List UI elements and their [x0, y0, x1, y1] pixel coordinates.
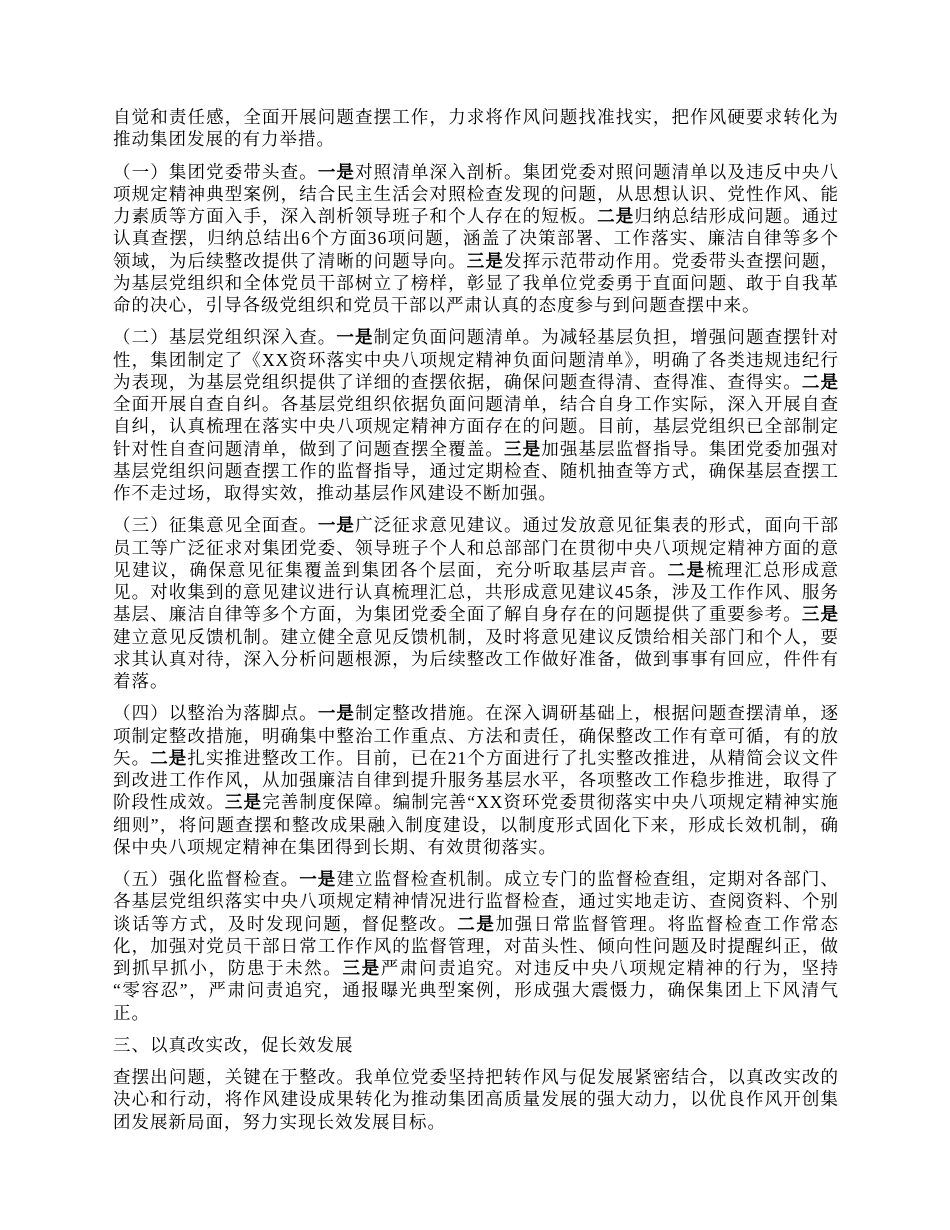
text-run: 扎实推进整改工作。目前，已在21个方面进行了扎实整改推进，从精简会议文件到改进工作作风，从加强廉洁自律到提升服务基层水平，各项整改工作稳步推进，取得了阶段性成效。	[113, 747, 840, 813]
bold-run: 三是	[504, 438, 542, 459]
bold-run: 二是	[801, 371, 840, 392]
bold-run: 一是	[317, 515, 356, 536]
text-run: 建立意见反馈机制。建立健全意见反馈机制，及时将意见建议反馈给相关部门和个人，要求其认真对待，深入分析问题根源，为后续整改工作做好准备，做到事事有回应，件件有着落。	[113, 626, 839, 691]
text-run: 广泛征求意见建议。通过发放意见征集表的形式，面向干部员工等广泛征求对集团党委、领导班子个人和总部部门在贯彻中央八项规定精神方面的意见建议，确保意见征集覆盖到集团各个层面，充分听取基层声音。	[113, 515, 840, 580]
text-run: 制定负面问题清单。为减轻基层负担，增强问题查摆针对性，集团制定了《XX资环落实中央八项规定精神负面问题清单》，明确了各类违规违纪行为表现，为基层党组织提供了详细的查摆依据，确保问题查得清、查得准、查得实。	[113, 327, 840, 392]
bold-run: 一是	[336, 327, 374, 348]
paragraph	[113, 1066, 839, 1133]
paragraph	[113, 868, 839, 1024]
text-run: 三、以真改实改，促长效发展	[113, 1034, 354, 1055]
bold-run: 一是	[317, 703, 356, 724]
text-run: （四）以整治为落脚点。	[113, 703, 318, 724]
text-run: 查摆出问题，关键在于整改。我单位党委坚持把转作风与促发展紧密结合，以真改实改的决心和行动，将作风建设成果转化为推动集团高质量发展的强大动力，以优良作风开创集团发展新局面，努力实现长效发展目标。	[113, 1067, 839, 1132]
bold-run: 一是	[317, 161, 356, 182]
section-heading	[113, 1034, 839, 1056]
text-run: （三）征集意见全面查。	[113, 515, 318, 536]
text-run: （五）强化监督检查。	[113, 869, 300, 889]
text-run: 发挥示范带动作用。党委带头查摆问题，为基层党组织和全体党员干部树立了榜样，彰显了我单位党委勇于直面问题、敢于自我革命的决心，引导各级党组织和党员干部以严肃认真的态度参与到问题查摆中来。	[113, 250, 840, 315]
paragraph	[113, 161, 839, 317]
paragraph	[113, 514, 839, 692]
bold-run: 二是	[597, 206, 635, 226]
text-run: （二）基层党组织深入查。	[113, 327, 337, 348]
paragraph	[113, 702, 839, 858]
text-run: （一）集团党委带头查。	[113, 161, 318, 182]
document-body	[113, 106, 839, 1133]
text-run: 归纳总结形成问题。通过认真查摆，归纳总结出6个方面36项问题，涵盖了决策部署、工作落实、廉洁自律等多个领域，为后续整改提供了清晰的问题导向。	[113, 206, 840, 271]
text-run: 全面开展自查自纠。各基层党组织依据负面问题清单，结合自身工作实际，深入开展自查自纠，认真梳理在落实中央八项规定精神方面存在的问题。目前，基层党组织已全部制定针对性自查问题清单，做到了问题查摆全覆盖。	[113, 394, 839, 459]
text-run: 完善制度保障。编制完善“XX资环党委贯彻落实中央八项规定精神实施细则”，将问题查摆和整改成果融入制度建设，以制度形式固化下来，形成长效机制，确保中央八项规定精神在集团得到长期、有效贯彻落实。	[113, 792, 840, 857]
bold-run: 三是	[342, 958, 381, 978]
bold-run: 一是	[299, 869, 337, 889]
paragraph	[113, 326, 839, 504]
text-run: 加强日常监督管理。将监督检查工作常态化，加强对党员干部日常工作作风的监督管理，对苗头性、倾向性问题及时提醒纠正，做到抓早抓小，防患于未然。	[113, 913, 840, 978]
bold-run: 三是	[801, 604, 840, 625]
text-run: 建立监督检查机制。成立专门的监督检查组，定期对各部门、各基层党组织落实中央八项规定精神情况进行监督检查，通过实地走访、查阅资料、个别谈话等方式，及时发现问题，督促整改。	[113, 869, 840, 934]
text-run: 加强基层监督指导。集团党委加强对基层党组织问题查摆工作的监督指导，通过定期检查、随机抽查等方式，确保基层查摆工作不走过场，取得实效，推动基层作风建设不断加强。	[113, 438, 840, 503]
text-run: 梳理汇总形成意见。对收集到的意见建议进行认真梳理汇总，共形成意见建议45条，涉及工作作风、服务基层、廉洁自律等多个方面，为集团党委全面了解自身存在的问题提供了重要参考。	[113, 559, 840, 625]
bold-run: 二是	[667, 559, 706, 580]
text-run: 严肃问责追究。对违反中央八项规定精神的行为，坚持“零容忍”，严肃问责追究，通报曝光典型案例，形成强大震慑力，确保集团上下风清气正。	[113, 958, 840, 1023]
text-run: 自觉和责任感，全面开展问题查摆工作，力求将作风问题找准找实，把作风硬要求转化为推动集团发展的有力举措。	[113, 107, 839, 150]
paragraph	[113, 106, 839, 151]
bold-run: 二是	[457, 913, 496, 934]
text-run: 对照清单深入剖析。集团党委对照问题清单以及违反中央八项规定精神典型案例，结合民主生活会对照检查发现的问题，从思想认识、党性作风、能力素质等方面入手，深入剖析领导班子和个人存在的短板。	[113, 161, 840, 226]
bold-run: 二是	[150, 747, 188, 768]
text-run: 制定整改措施。在深入调研基础上，根据问题查摆清单，逐项制定整改措施，明确集中整治工作重点、方法和责任，确保整改工作有章可循，有的放矢。	[113, 703, 840, 768]
bold-run: 三是	[466, 250, 504, 271]
bold-run: 三是	[224, 792, 263, 813]
